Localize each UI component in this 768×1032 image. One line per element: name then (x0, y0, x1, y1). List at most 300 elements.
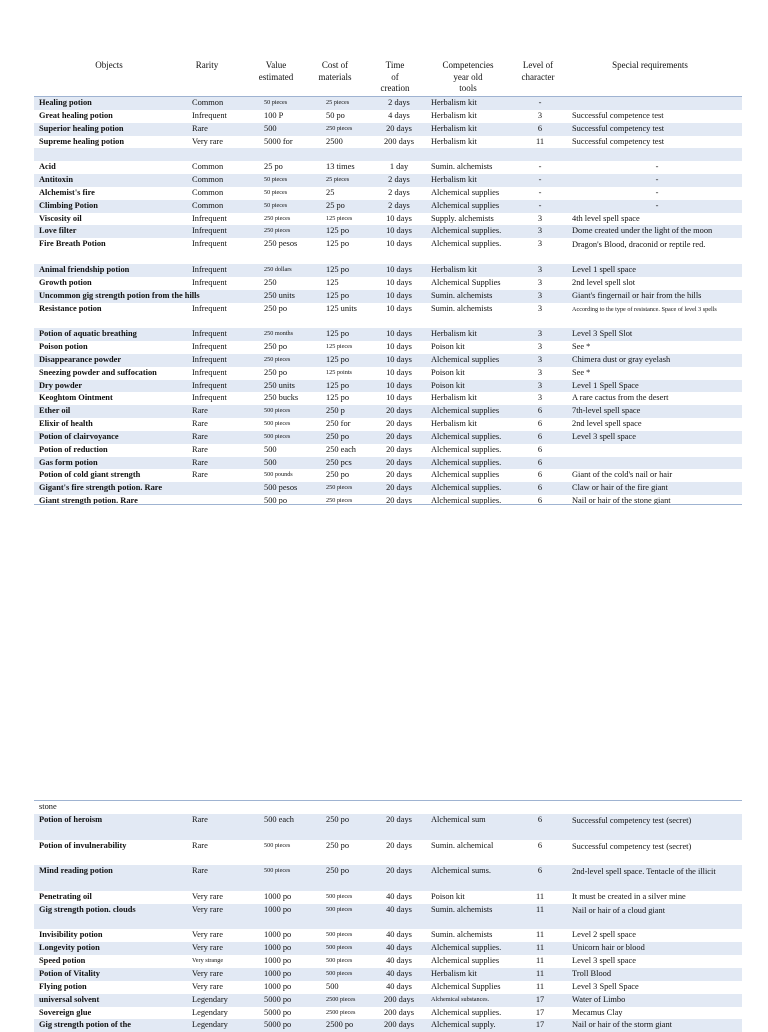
time-cell: 4 days (388, 110, 410, 120)
header-time: Time of creation (380, 60, 410, 93)
value-cell: 250 months (264, 330, 294, 338)
object-name: Healing potion (39, 98, 92, 107)
level-cell: 17 (535, 1007, 545, 1017)
requirement-cell: Chimera dust or gray eyelash (572, 354, 671, 364)
level-cell: 17 (535, 1020, 545, 1030)
rarity-cell: Infrequent (192, 213, 227, 223)
requirement-cell: Nail or hair of a cloud giant (572, 905, 666, 915)
competency-cell: Poison kit (431, 342, 465, 352)
competency-cell: Herbalism kit (431, 968, 477, 978)
level-cell: - (538, 175, 542, 185)
time-cell: 20 days (386, 470, 412, 480)
time-cell: 20 days (386, 406, 412, 416)
rarity-cell: Rare (192, 814, 208, 824)
competency-cell: Alchemical supplies. (431, 444, 502, 454)
table-row (34, 444, 742, 457)
object-name: Antitoxin (39, 175, 73, 185)
level-cell: 3 (537, 110, 543, 120)
cost-cell: 2500 pieces (326, 1008, 356, 1016)
cost-cell: 250 for (326, 419, 351, 429)
rarity-cell: Infrequent (192, 380, 227, 390)
level-cell: - (538, 187, 542, 197)
cost-cell: 250 po (326, 470, 350, 480)
table-row (34, 380, 742, 393)
competency-cell: Alchemical supplies. (431, 483, 502, 493)
level-cell: 11 (535, 943, 545, 953)
header-value: Value estimated (258, 60, 294, 82)
rarity-cell: Legendary (192, 994, 228, 1004)
level-cell: 3 (537, 342, 543, 352)
table-row (34, 341, 742, 354)
competency-cell: Alchemical supplies. (431, 239, 502, 249)
cost-cell: 2500 (326, 136, 343, 146)
requirement-cell: Claw or hair of the fire giant (572, 483, 668, 493)
requirement-cell: Level 3 spell space (572, 431, 636, 441)
object-name: Love filter (39, 226, 77, 236)
value-cell: 250 po (264, 342, 288, 352)
requirement-cell: 4th level spell space (572, 213, 640, 223)
time-cell: 10 days (386, 226, 412, 236)
table-bottom-divider (34, 504, 742, 505)
level-cell: - (538, 162, 542, 172)
rarity-cell: Rare (192, 457, 208, 467)
level-cell: 17 (535, 994, 545, 1004)
cost-cell: 25 po (326, 200, 345, 210)
table-row (34, 955, 742, 968)
competency-cell: Alchemical supplies (431, 956, 500, 966)
cost-cell: 25 (326, 187, 335, 197)
header-rarity: Rarity (195, 60, 219, 70)
table-row (34, 418, 742, 431)
competency-cell: Alchemical sums. (431, 866, 492, 876)
table-row (34, 123, 742, 136)
rarity-cell: Common (192, 162, 224, 172)
table-row (34, 1007, 742, 1020)
rarity-cell: Rare (192, 406, 208, 416)
cost-cell: 2500 pieces (326, 995, 356, 1003)
competency-cell: Alchemical supplies (431, 406, 500, 416)
competency-cell: Herbalism kit (431, 98, 477, 107)
time-cell: 2 days (388, 187, 410, 197)
time-cell: 20 days (386, 814, 412, 824)
requirement-cell: Dragon's Blood, draconid or reptile red. (572, 240, 706, 250)
object-name: Longevity potion (39, 943, 100, 953)
table-row (34, 904, 742, 930)
value-cell: 250 dollars (264, 265, 292, 273)
time-cell: 10 days (386, 342, 412, 352)
level-cell: 6 (537, 470, 543, 480)
time-cell: 10 days (386, 380, 412, 390)
requirement-cell: 7th-level spell space (572, 406, 641, 416)
header-objects: Objects (95, 60, 123, 70)
object-name: Supreme healing potion (39, 136, 125, 146)
cost-cell: 25 pieces (326, 176, 350, 184)
value-cell: 250 units (264, 290, 295, 300)
value-cell: 250 pieces (264, 227, 291, 235)
time-cell: 10 days (386, 329, 412, 339)
rarity-cell: Infrequent (192, 239, 227, 249)
level-cell: 3 (537, 226, 543, 236)
level-cell: 6 (537, 496, 543, 506)
competency-cell: Poison kit (431, 891, 465, 901)
competency-cell: Sumin. alchemists (431, 904, 493, 914)
object-name: universal solvent (39, 994, 100, 1004)
object-name: Poison potion (39, 342, 88, 352)
cost-cell: 250 pieces (326, 124, 353, 132)
potion-table-top (34, 97, 742, 508)
table-row (34, 200, 742, 213)
value-cell: 250 pieces (264, 355, 291, 363)
requirement-cell: Level 2 spell space (572, 930, 636, 940)
table-row (34, 136, 742, 149)
time-cell: 1 day (389, 162, 409, 172)
requirement-cell: Level 1 spell space (572, 264, 636, 274)
level-cell: 3 (537, 367, 543, 377)
competency-cell: Herbalism kit (431, 123, 477, 133)
cost-cell: 250 po (326, 814, 350, 824)
value-cell: 500 pounds (264, 471, 293, 479)
time-cell: 2 days (388, 175, 410, 185)
cost-cell: 25 pieces (326, 99, 350, 106)
value-cell: 500 pieces (264, 841, 291, 849)
value-cell: 50 pieces (264, 176, 288, 184)
object-name: Animal friendship potion (39, 264, 130, 274)
competency-cell: Alchemical substances. (431, 995, 490, 1003)
cost-cell: 250 p (326, 406, 345, 416)
level-cell: 6 (537, 866, 543, 876)
object-name: Gig strength potion of the (39, 1020, 131, 1030)
time-cell: 10 days (386, 354, 412, 364)
competency-cell: Sumin. alchemists (431, 290, 493, 300)
value-cell: 500 pieces (264, 420, 291, 428)
table-row (34, 968, 742, 981)
requirement-cell: Level 3 Spell Slot (572, 329, 633, 339)
value-cell: 1000 po (264, 943, 292, 953)
object-name: Alchemist's fire (39, 187, 95, 197)
competency-cell: Alchemical supplies. (431, 496, 502, 506)
cost-cell: 250 po (326, 866, 350, 876)
cost-cell: 125 po (326, 290, 350, 300)
object-name: Uncommon gig strength potion from the hills (39, 290, 200, 300)
time-cell: 20 days (386, 431, 412, 441)
object-name: Keoghtom Ointment (39, 393, 113, 403)
cost-cell: 125 po (326, 393, 350, 403)
header-cost: Cost of materials (318, 60, 352, 82)
time-cell: 200 days (383, 136, 414, 146)
rarity-cell: Very rare (192, 981, 223, 991)
table-row (34, 277, 742, 290)
requirement-cell: Unicorn hair or blood (572, 943, 645, 953)
value-cell: 25 po (264, 162, 283, 172)
competency-cell: Alchemical supplies (431, 187, 500, 197)
cost-cell: 500 pieces (326, 944, 353, 952)
value-cell: 1000 po (264, 891, 292, 901)
rarity-cell: Very rare (192, 891, 223, 901)
header-requirements: Special requirements (612, 60, 688, 70)
requirement-cell: Successful competence test (572, 110, 664, 120)
time-cell: 20 days (386, 866, 412, 876)
competency-cell: Alchemical supplies. (431, 431, 502, 441)
requirement-cell: Troll Blood (572, 968, 612, 978)
level-cell: 3 (537, 393, 543, 403)
time-cell: 20 days (386, 419, 412, 429)
value-cell: 500 pieces (264, 432, 291, 440)
table-row (34, 431, 742, 444)
value-cell: 500 pieces (264, 407, 291, 415)
requirement-cell: Level 3 Spell Space (572, 981, 639, 991)
rarity-cell: Common (192, 200, 224, 210)
competency-cell: Herbalism kit (431, 419, 477, 429)
header-level: Level of character (521, 60, 555, 82)
value-cell: 5000 for (264, 136, 293, 146)
competency-cell: Herbalism kit (431, 175, 477, 185)
header-competencies: Competencies year old tools (442, 60, 494, 93)
rarity-cell: Infrequent (192, 393, 227, 403)
cost-cell: 250 pcs (326, 457, 352, 467)
value-cell: 250 pesos (264, 239, 298, 249)
time-cell: 20 days (386, 483, 412, 493)
competency-cell: Alchemical supplies. (431, 457, 502, 467)
object-name: stone (39, 802, 57, 811)
requirement-cell: Level 1 Spell Space (572, 380, 639, 390)
rarity-cell: Rare (192, 431, 208, 441)
competency-cell: Sumin. alchemists (431, 303, 493, 313)
object-name: Potion of invulnerability (39, 840, 127, 850)
cost-cell: 500 pieces (326, 957, 353, 965)
cost-cell: 250 each (326, 444, 356, 454)
value-cell: 5000 po (264, 1020, 292, 1030)
cost-cell: 125 units (326, 303, 357, 313)
object-name: Potion of aquatic breathing (39, 329, 137, 339)
table-row (34, 264, 742, 277)
table-row (34, 457, 742, 470)
value-cell: 500 (264, 444, 277, 454)
requirement-cell: Successful competency test (secret) (572, 815, 692, 825)
value-cell: 100 P (264, 110, 284, 120)
table-row (34, 303, 742, 329)
requirement-cell: Nail or hair of the stone giant (572, 496, 671, 506)
time-cell: 20 days (386, 496, 412, 506)
level-cell: 6 (537, 483, 543, 493)
competency-cell: Herbalism kit (431, 329, 477, 339)
value-cell: 5000 po (264, 1007, 292, 1017)
object-name: Speed potion (39, 956, 86, 966)
cost-cell: 125 po (326, 354, 350, 364)
time-cell: 40 days (386, 930, 412, 940)
competency-cell: Alchemical Supplies (431, 277, 501, 287)
object-name: Resistance potion (39, 303, 102, 313)
object-name: Giant strength potion. Rare (39, 496, 138, 506)
requirement-cell: Level 3 spell space (572, 956, 636, 966)
cost-cell: 250 pieces (326, 484, 353, 492)
table-row (34, 1019, 742, 1032)
competency-cell: Herbalism kit (431, 393, 477, 403)
competency-cell: Herbalism kit (431, 110, 477, 120)
requirement-cell: - (655, 187, 659, 197)
cost-cell: 250 po (326, 431, 350, 441)
competency-cell: Poison kit (431, 380, 465, 390)
table-row (34, 354, 742, 367)
requirement-cell: - (655, 175, 659, 185)
table-row (34, 187, 742, 200)
competency-cell: Alchemical supplies (431, 200, 500, 210)
object-name: Ether oil (39, 406, 71, 416)
table-row (34, 225, 742, 238)
time-cell: 40 days (386, 981, 412, 991)
object-name: Acid (39, 162, 56, 172)
object-name: Potion of Vitality (39, 968, 100, 978)
object-name: Gas form potion (39, 457, 98, 467)
level-cell: 6 (537, 406, 543, 416)
requirement-cell: It must be created in a silver mine (572, 891, 686, 901)
table-row (34, 328, 742, 341)
level-cell: 11 (535, 904, 545, 914)
value-cell: 1000 po (264, 956, 292, 966)
time-cell: 200 days (383, 994, 414, 1004)
table-row (34, 110, 742, 123)
time-cell: 40 days (386, 968, 412, 978)
cost-cell: 125 points (326, 368, 352, 376)
value-cell: 5000 po (264, 994, 292, 1004)
table-row (34, 238, 742, 264)
table-row (34, 213, 742, 226)
cost-cell: 250 pieces (326, 497, 353, 505)
rarity-cell: Very rare (192, 930, 223, 940)
rarity-cell: Rare (192, 444, 208, 454)
cost-cell: 125 po (326, 226, 350, 236)
value-cell: 500 (264, 457, 277, 467)
requirement-cell: According to the type of resistance. Space of level 3 spells (572, 305, 717, 313)
object-name: Elixir of health (39, 419, 93, 429)
time-cell: 200 days (383, 1007, 414, 1017)
object-name: Climbing Potion (39, 200, 98, 210)
object-name: Gig strength potion. clouds (39, 904, 136, 914)
requirement-cell: - (655, 200, 659, 210)
cost-cell: 500 pieces (326, 931, 353, 939)
competency-cell: Sumin. alchemists (431, 162, 493, 172)
table-row (34, 405, 742, 418)
time-cell: 10 days (386, 303, 412, 313)
value-cell: 500 each (264, 814, 294, 824)
value-cell: 250 (264, 277, 277, 287)
object-name: Fire Breath Potion (39, 239, 106, 249)
requirement-cell: Nail or hair of the storm giant (572, 1020, 673, 1030)
rarity-cell: Infrequent (192, 303, 227, 313)
competency-cell: Herbalism kit (431, 136, 477, 146)
object-name: Potion of reduction (39, 444, 108, 454)
table-row (34, 469, 742, 482)
level-cell: 6 (537, 457, 543, 467)
value-cell: 500 (264, 123, 277, 133)
table-row (34, 942, 742, 955)
rarity-cell: Infrequent (192, 367, 227, 377)
time-cell: 40 days (386, 956, 412, 966)
competency-cell: Alchemical supplies. (431, 943, 502, 953)
time-cell: 20 days (386, 123, 412, 133)
time-cell: 20 days (386, 444, 412, 454)
level-cell: 6 (537, 431, 543, 441)
table-row (34, 495, 742, 508)
requirement-cell: Dome created under the light of the moon (572, 226, 713, 236)
value-cell: 50 pieces (264, 201, 288, 209)
table-header (34, 60, 742, 96)
level-cell: 6 (537, 419, 543, 429)
object-name: Superior healing potion (39, 123, 124, 133)
potion-table-bottom (34, 801, 742, 1032)
table-row (34, 392, 742, 405)
requirement-cell: Giant's fingernail or hair from the hills (572, 290, 702, 300)
rarity-cell: Very rare (192, 968, 223, 978)
rarity-cell: Rare (192, 123, 208, 133)
time-cell: 20 days (386, 840, 412, 850)
object-name: Mind reading potion (39, 866, 113, 876)
requirement-cell: 2nd-level spell space. Tentacle of the illicit (572, 867, 716, 877)
rarity-cell: Legendary (192, 1007, 228, 1017)
level-cell: 3 (537, 329, 543, 339)
cost-cell: 125 (326, 277, 339, 287)
level-cell: - (538, 200, 542, 210)
table-row (34, 290, 742, 303)
level-cell: 11 (535, 956, 545, 966)
cost-cell: 125 po (326, 380, 350, 390)
rarity-cell: Rare (192, 866, 208, 876)
requirement-cell: Successful competency test (secret) (572, 841, 692, 851)
level-cell: 11 (535, 930, 545, 940)
object-name: Great healing potion (39, 110, 113, 120)
requirement-cell: Successful competency test (572, 123, 665, 133)
table-row (34, 929, 742, 942)
time-cell: 2 days (388, 200, 410, 210)
time-cell: 10 days (386, 239, 412, 249)
level-cell: 3 (537, 277, 543, 287)
value-cell: 1000 po (264, 904, 292, 914)
object-name: Invisibility potion (39, 930, 103, 940)
object-name: Gigant's fire strength potion. Rare (39, 483, 163, 493)
cost-cell: 13 times (326, 162, 355, 172)
value-cell: 500 pesos (264, 483, 298, 493)
requirement-cell: Successful competency test (572, 136, 665, 146)
cost-cell: 2500 po (326, 1020, 354, 1030)
time-cell: 10 days (386, 264, 412, 274)
competency-cell: Alchemical supplies. (431, 1007, 502, 1017)
requirement-cell: - (655, 162, 659, 172)
value-cell: 500 po (264, 496, 288, 506)
cost-cell: 500 pieces (326, 905, 353, 913)
cost-cell: 250 po (326, 840, 350, 850)
cost-cell: 125 pieces (326, 343, 353, 351)
table-row (34, 814, 742, 840)
time-cell: 40 days (386, 943, 412, 953)
competency-cell: Alchemical supply. (431, 1020, 496, 1030)
time-cell: 40 days (386, 891, 412, 901)
object-name: Flying potion (39, 981, 87, 991)
requirement-cell: See * (572, 367, 591, 377)
level-cell: 11 (535, 968, 545, 978)
value-cell: 250 units (264, 380, 295, 390)
value-cell: 50 pieces (264, 188, 288, 196)
value-cell: 250 po (264, 303, 288, 313)
object-name: Penetrating oil (39, 891, 92, 901)
value-cell: 250 po (264, 367, 288, 377)
object-name: Sovereign glue (39, 1007, 92, 1017)
time-cell: 10 days (386, 213, 412, 223)
time-cell: 10 days (386, 277, 412, 287)
level-cell: 6 (537, 444, 543, 454)
cost-cell: 500 pieces (326, 969, 353, 977)
table-row (34, 840, 742, 866)
competency-cell: Alchemical sum (431, 814, 486, 824)
requirement-cell: 2nd level spell slot (572, 277, 636, 287)
